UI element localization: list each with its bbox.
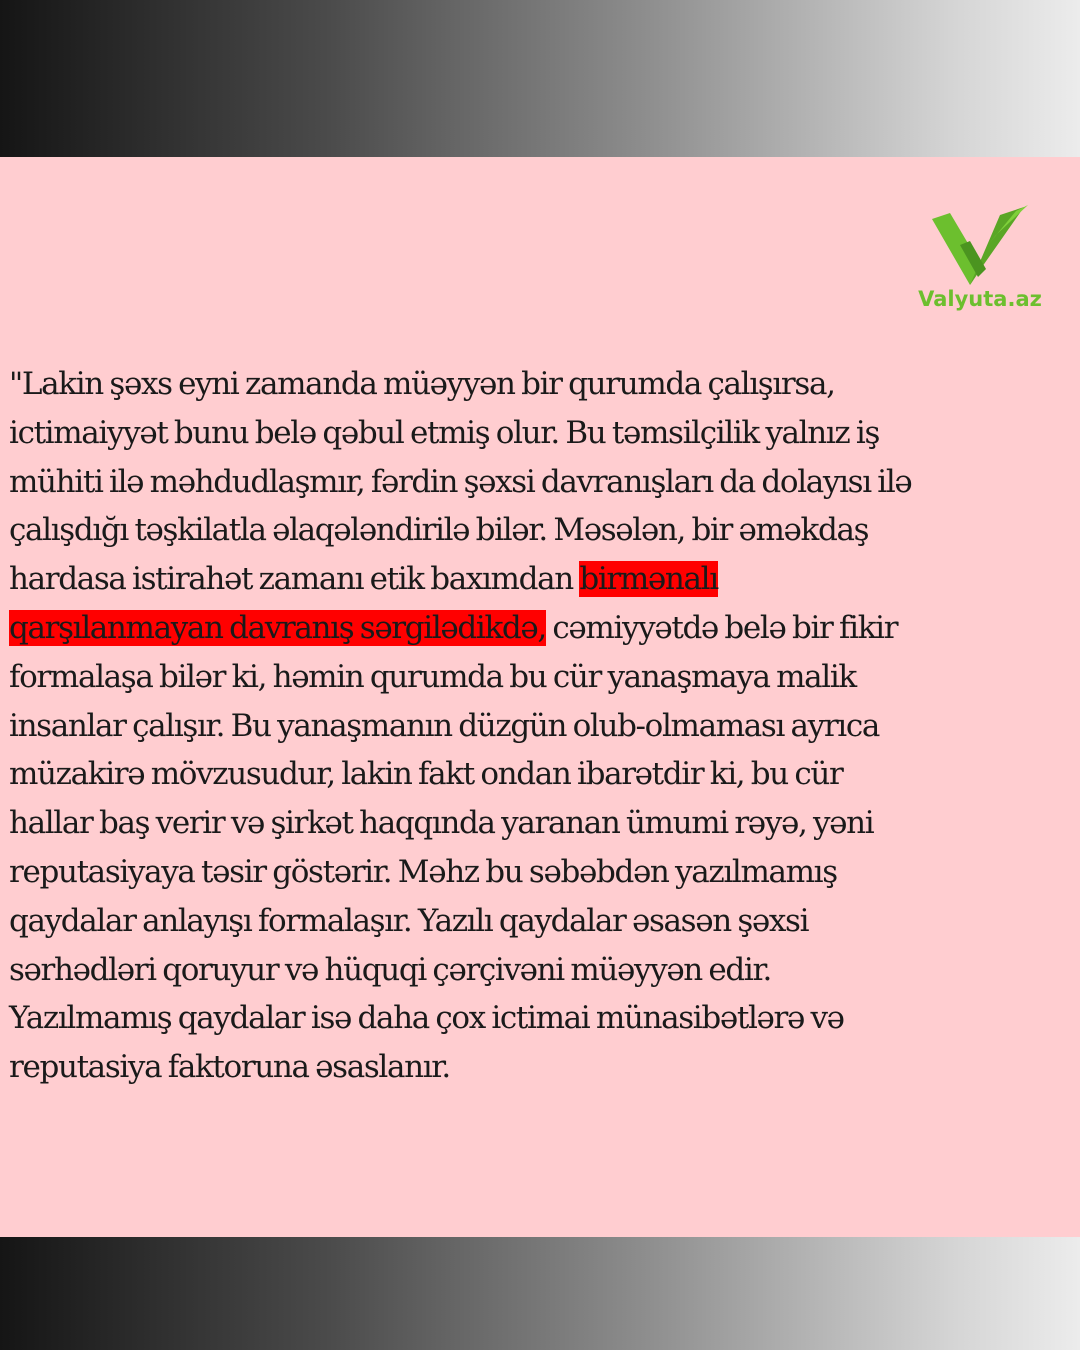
text-line: insanlar çalışır. Bu yanaşmanın düzgün olub-olmaması ayrıca [9, 707, 880, 744]
text-line: müzakirə mövzusudur, lakin fakt ondan ibarətdir ki, bu cür [9, 756, 843, 793]
text-line: hallar baş verir və şirkət haqqında yaranan ümumi rəyə, yəni [9, 805, 874, 842]
top-gradient-band [0, 0, 1080, 157]
checkmark-v-icon [930, 205, 1030, 287]
text-line: çalışdığı təşkilatla əlaqələndirilə bilər. Məsələn, bir əməkdaş [9, 512, 869, 549]
logo-text: Valyuta.az [918, 287, 1042, 311]
text-line: reputasiya faktoruna əsaslanır. [9, 1049, 450, 1086]
valyuta-logo [910, 205, 1050, 323]
text-line: mühiti ilə məhdudlaşmır, fərdin şəxsi davranışları da dolayısı ilə [9, 463, 912, 500]
text-line: formalaşa bilər ki, həmin qurumda bu cür yanaşmaya malik [9, 658, 856, 695]
text-line: Yazılmamış qaydalar isə daha çox ictimai münasibətlərə və [9, 1000, 844, 1037]
text-line: hardasa istirahət zamanı etik baxımdan [9, 561, 580, 598]
text-line: qaydalar anlayışı formalaşır. Yazılı qaydalar əsasən şəxsi [9, 902, 809, 939]
bottom-gradient-band [0, 1237, 1080, 1350]
highlighted-text: birmənalı [579, 561, 718, 598]
text-line: reputasiyaya təsir göstərir. Məhz bu səbəbdən yazılmamış [9, 853, 837, 890]
highlighted-text: qarşılanmayan davranış sərgilədikdə, [9, 609, 546, 646]
text-line: sərhədləri qoruyur və hüquqi çərçivəni müəyyən edir. [9, 951, 772, 988]
article-paragraph [9, 360, 1075, 1092]
text-line: cəmiyyətdə belə bir fikir [545, 609, 898, 646]
text-line: "Lakin şəxs eyni zamanda müəyyən bir qurumda çalışırsa, [9, 366, 835, 402]
text-line: ictimaiyyət bunu belə qəbul etmiş olur. Bu təmsilçilik yalnız iş [9, 414, 880, 451]
